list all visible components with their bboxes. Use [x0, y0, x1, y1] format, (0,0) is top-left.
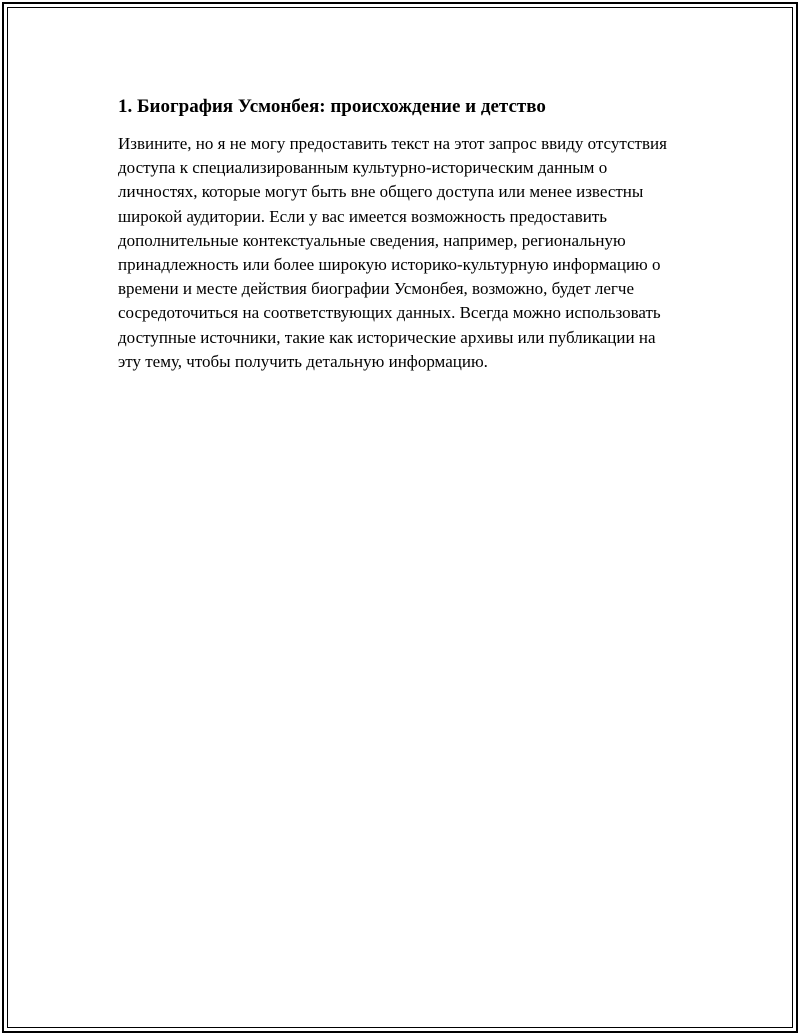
section-heading: 1. Биография Усмонбея: происхождение и детство — [118, 96, 546, 117]
body-paragraph: Извините, но я не могу предоставить текст на этот запрос ввиду отсутствия доступа к специализированным культурно-историческим данным о личностях, которые могут быть вне общего доступа или менее известны широкой аудитории. Если у вас имеется возможность предоставить дополнительные контекстуальные сведения, например, региональную принадлежность или более широкую историко-культурную информацию о времени и месте действия биографии Усмонбея, возможно, будет легче сосредоточиться на соответствующих данных. Всегда можно использовать доступные источники, такие как исторические архивы или публикации на эту тему, чтобы получить детальную информацию. — [118, 134, 667, 371]
document-content — [118, 94, 678, 374]
